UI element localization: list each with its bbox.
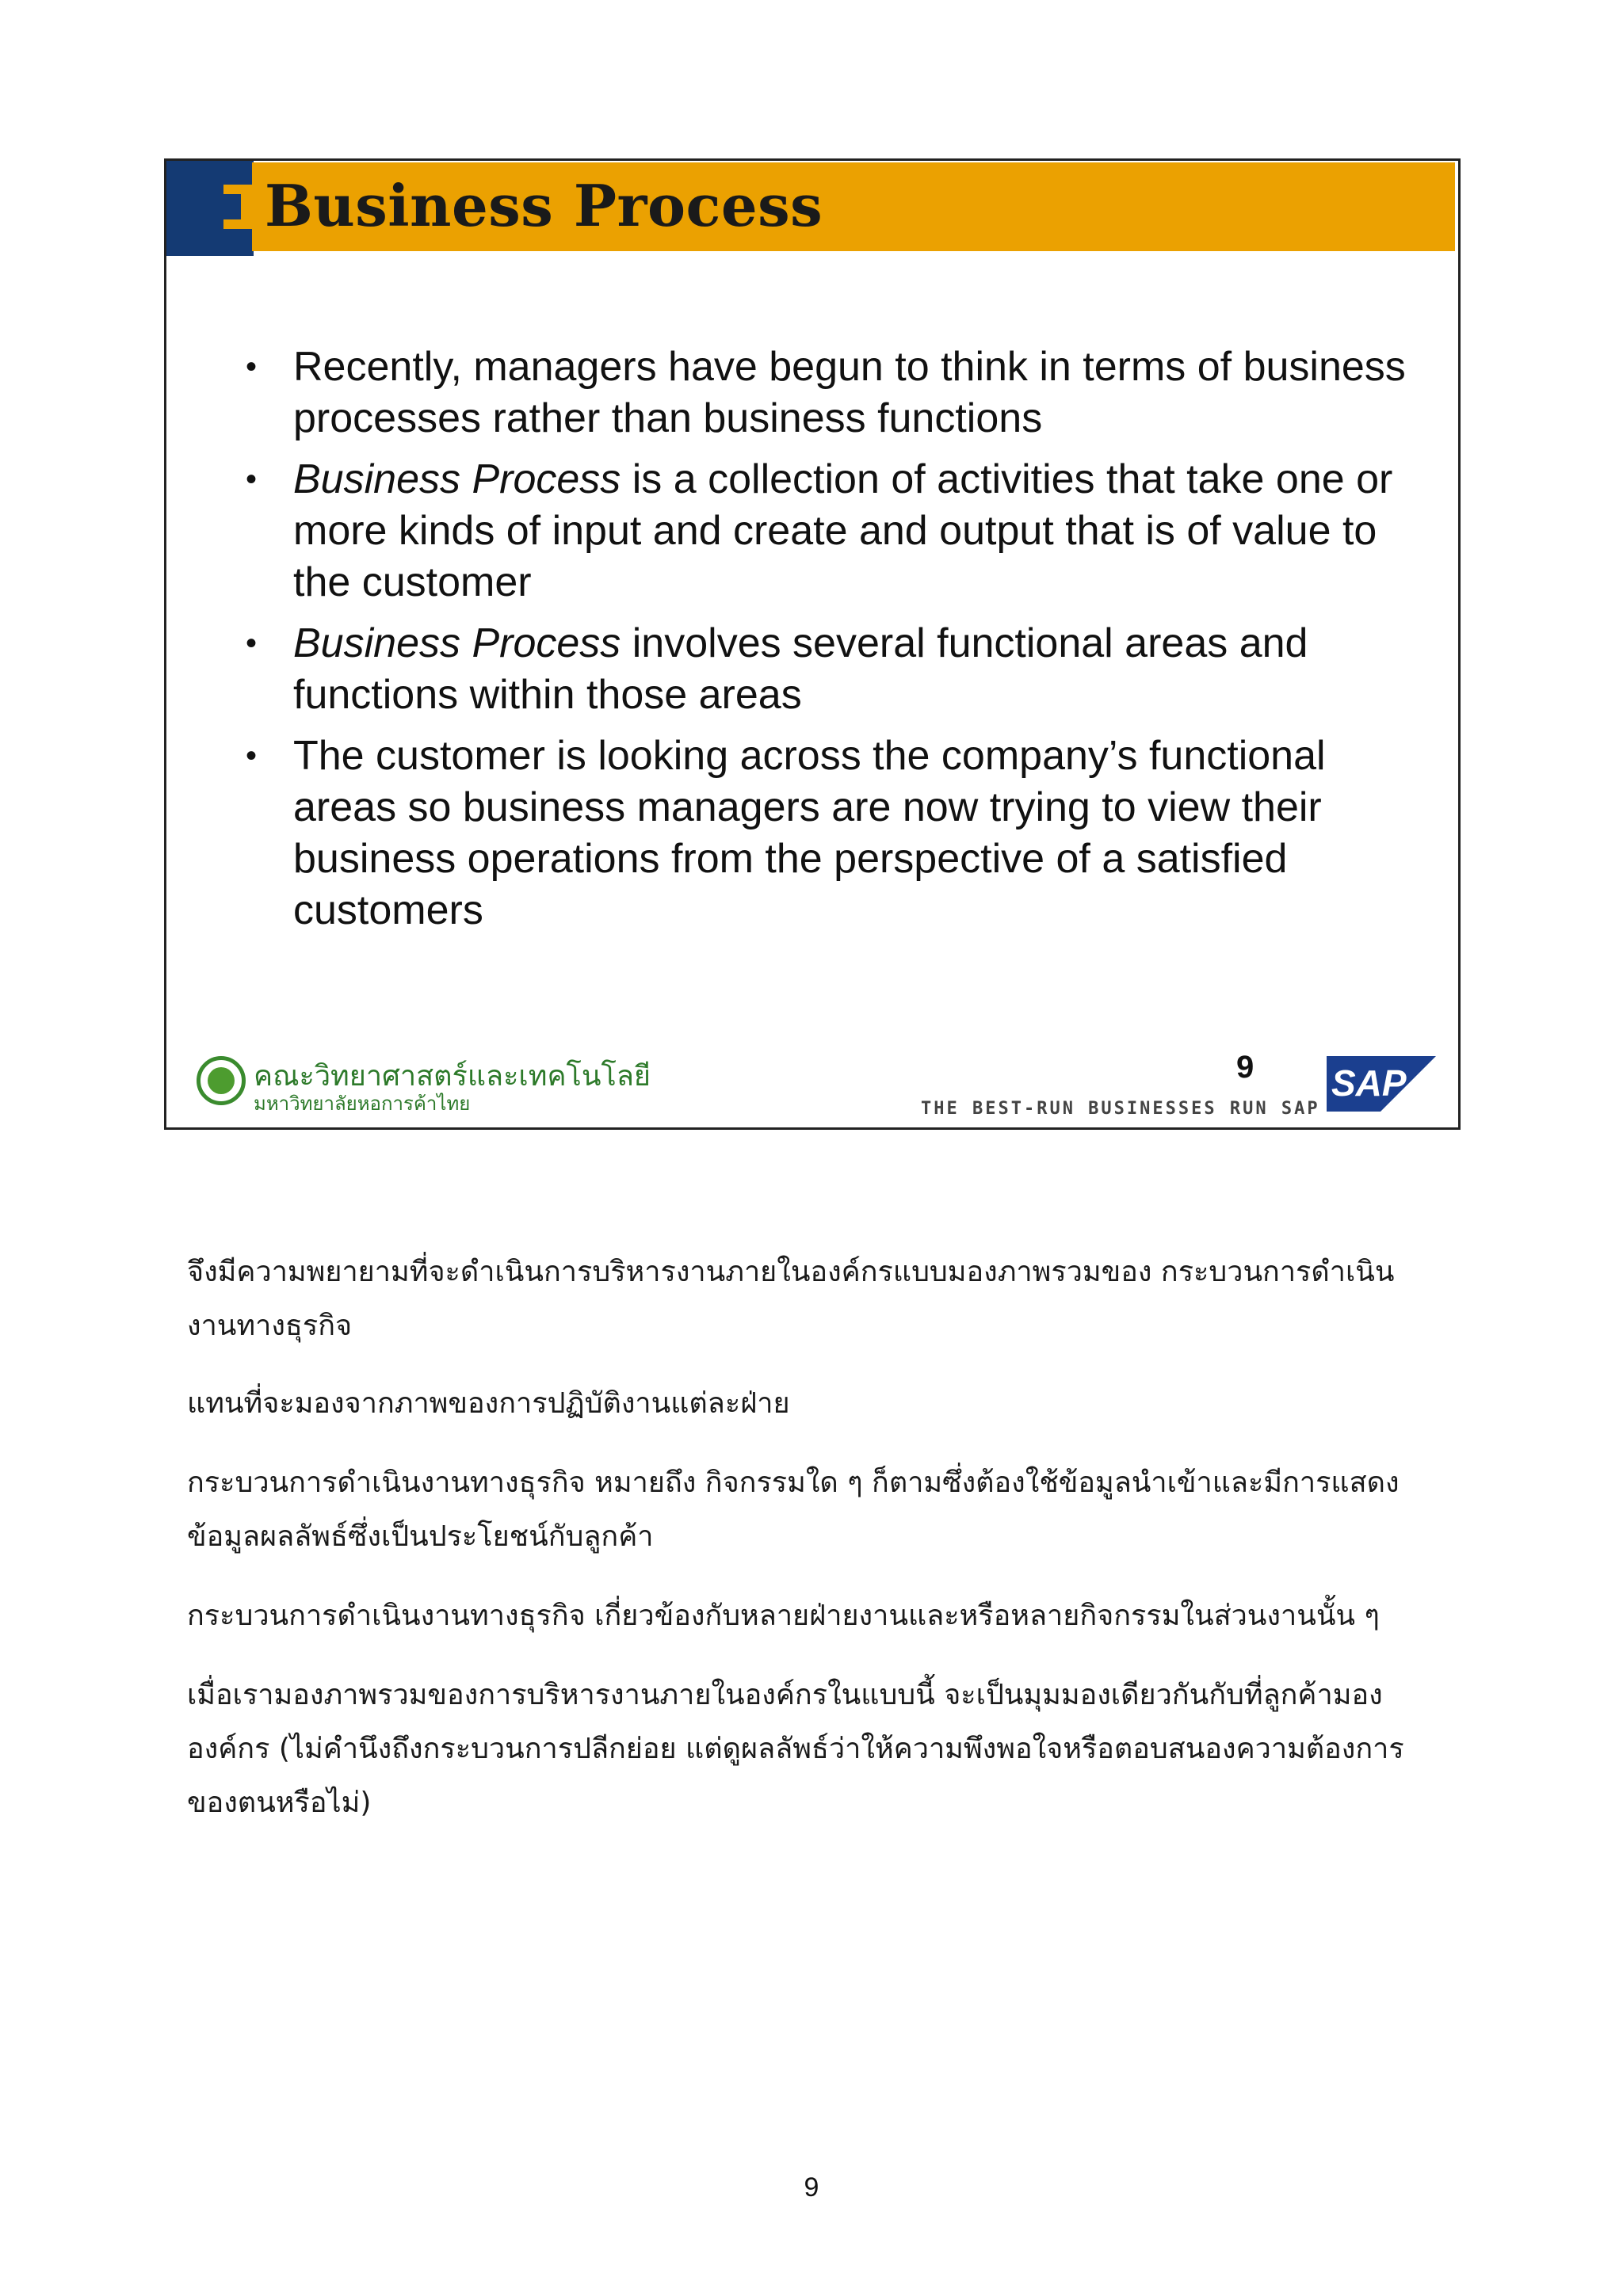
- bullet-text: Recently, managers have begun to think in terms of business processes rather than business functions: [293, 344, 1406, 441]
- body-paragraph: เมื่อเรามองภาพรวมของการบริหารงานภายในองค์กรในแบบนี้ จะเป็นมุมมองเดียวกันกับที่ลูกค้ามององค์กร (ไม่คำนึงถึงกระบวนการปลีกย่อย แต่ดูผลลัพธ์ว่าให้ความพึงพอใจหรือตอบสนองความต้องการของตนหรือไม่): [187, 1679, 1404, 1819]
- sap-tagline: THE BEST-RUN BUSINESSES RUN SAP: [921, 1099, 1320, 1119]
- bullet-term: Business Process: [293, 620, 621, 666]
- bullet-text: involves several functional areas and functions within those areas: [293, 620, 1308, 718]
- bullet-text: The customer is looking across the company’s functional areas so business managers are now trying to view their business operations from the perspective of a satisfied customers: [293, 733, 1326, 933]
- body-paragraph: กระบวนการดำเนินงานทางธุรกิจ หมายถึง กิจกรรมใด ๆ ก็ตามซึ่งต้องใช้ข้อมูลนำเข้าและมีการแสดงข้อมูลผลลัพธ์ซึ่งเป็นประโยชน์กับลูกค้า: [187, 1466, 1400, 1553]
- slide-title: Business Process: [265, 172, 823, 239]
- sap-logo-text: SAP: [1331, 1062, 1407, 1104]
- bullet-list: [246, 341, 1434, 946]
- page-number: 9: [804, 2172, 819, 2203]
- sap-logo-icon: [1327, 1056, 1436, 1112]
- bullet-item: [246, 341, 1434, 444]
- body-paragraph: จึงมีความพยายามที่จะดำเนินการบริหารงานภายในองค์กรแบบมองภาพรวมของ กระบวนการดำเนินงานทางธุรกิจ: [187, 1256, 1395, 1342]
- bullet-text: is a collection of activities that take one or more kinds of input and create and output that is of value to the customer: [293, 456, 1393, 605]
- bullet-item: [246, 454, 1434, 608]
- bullet-item: [246, 730, 1434, 936]
- faculty-name: คณะวิทยาศาสตร์และเทคโนโลยี: [254, 1059, 651, 1092]
- university-seal-icon: [197, 1056, 246, 1105]
- body-paragraph: กระบวนการดำเนินงานทางธุรกิจ เกี่ยวข้องกับหลายฝ่ายงานและหรือหลายกิจกรรมในส่วนงานนั้น ๆ: [187, 1600, 1380, 1632]
- title-notch-decoration: [223, 185, 255, 229]
- university-name: มหาวิทยาลัยหอการค้าไทย: [254, 1093, 471, 1115]
- bullet-term: Business Process: [293, 456, 621, 502]
- slide-number: 9: [1236, 1050, 1254, 1085]
- slide: [164, 158, 1461, 1130]
- body-paragraph: แทนที่จะมองจากภาพของการปฏิบัติงานแต่ละฝ่าย: [187, 1387, 790, 1420]
- bullet-item: [246, 618, 1434, 721]
